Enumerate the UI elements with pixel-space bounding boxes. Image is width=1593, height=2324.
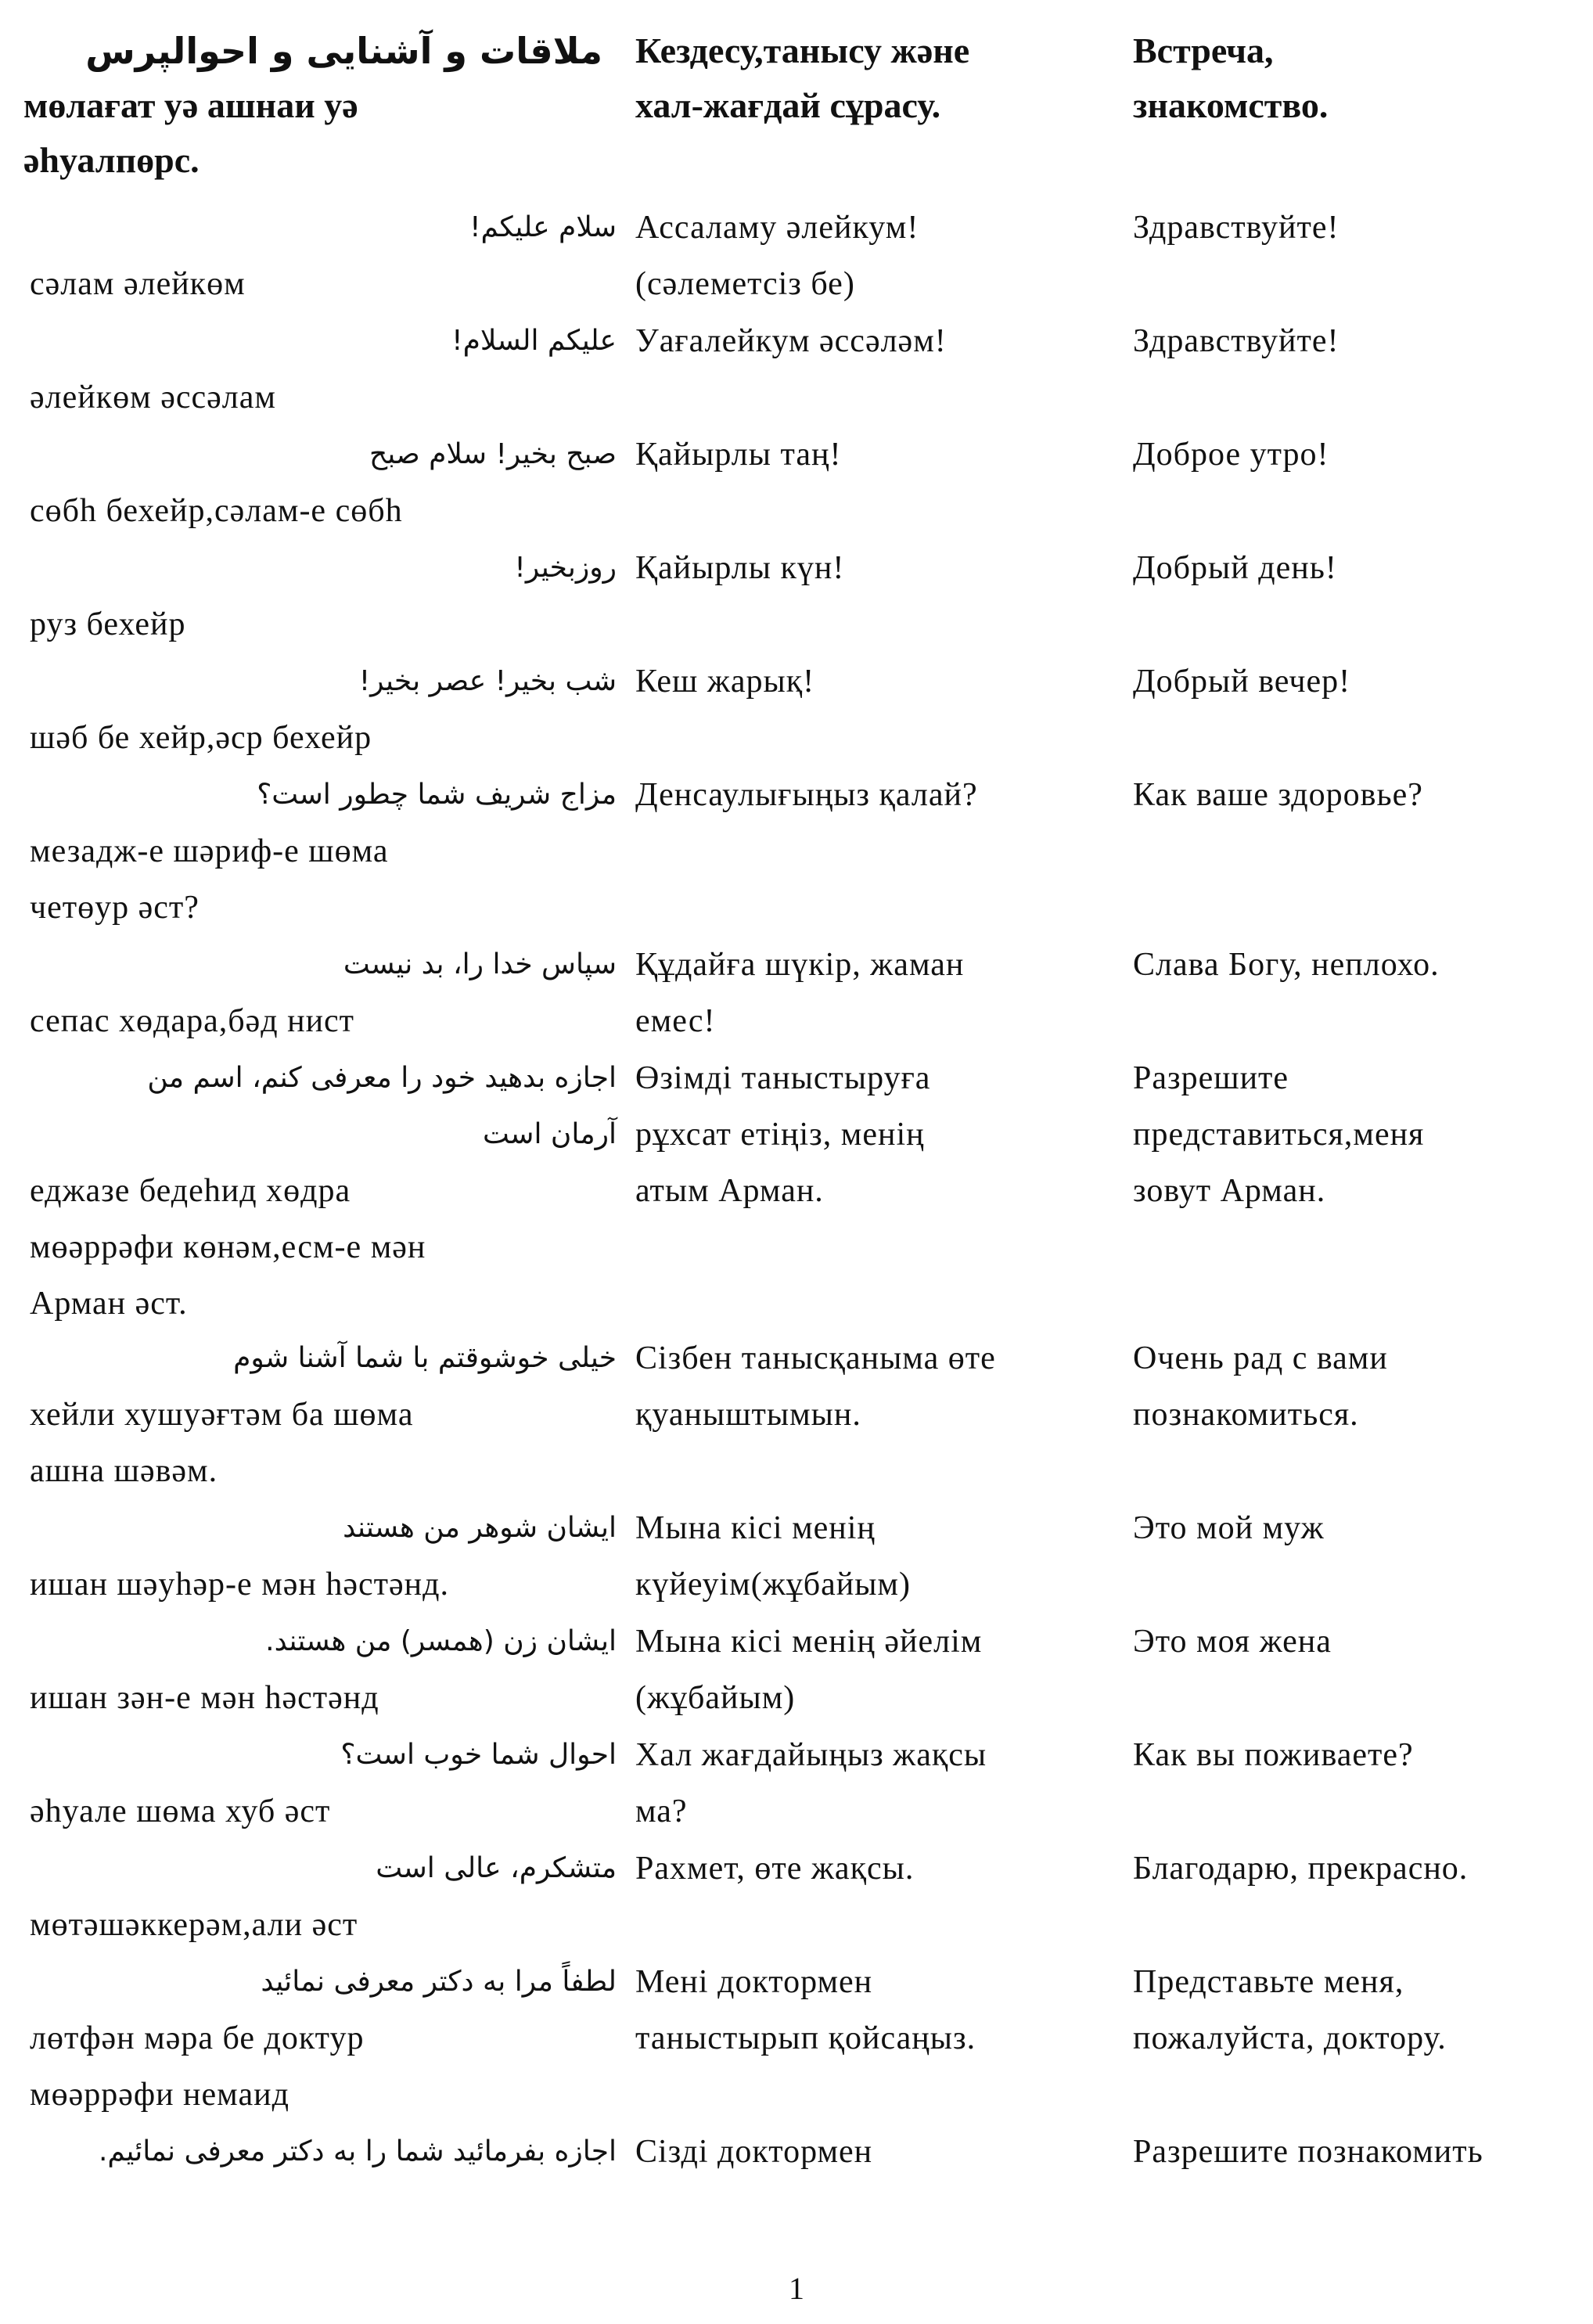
persian-arabic-line: صبح بخیر! سلام صبح: [369, 438, 617, 470]
persian-cell: [30, 2124, 617, 2180]
header-persian-translit-line: мөлағат уә ашнаи уә: [23, 85, 358, 125]
kazakh-line: Мына кісі менің: [635, 1510, 876, 1546]
persian-translit-line: еджазе бедеһид хөдра: [30, 1173, 351, 1209]
russian-cell: [1133, 653, 1579, 710]
russian-line: Добрый вечер!: [1133, 664, 1351, 700]
persian-translit-line: сөбһ бехейр,сәлам-е сөбһ: [30, 493, 403, 529]
russian-line: Как ваше здоровье?: [1133, 777, 1423, 813]
russian-line: познакомиться.: [1133, 1397, 1359, 1433]
header-persian-arabic: ملاقات و آشنایی و احوالپرس: [85, 30, 602, 72]
kazakh-line: Мені доктормен: [635, 1964, 873, 2000]
persian-arabic-line: سلام علیکم!: [469, 211, 617, 243]
kazakh-cell: [635, 1840, 1073, 1897]
kazakh-line: емес!: [635, 1003, 716, 1039]
kazakh-line: Ассаламу әлейкум!: [635, 210, 919, 246]
persian-cell: [30, 937, 617, 1049]
header-persian-translit: [23, 78, 602, 188]
kazakh-cell: [635, 1613, 1073, 1726]
russian-cell: [1133, 2124, 1579, 2180]
persian-arabic-line: لطفاً مرا به دکتر معرفی نمائید: [261, 1966, 617, 1998]
persian-arabic-line: اجازه بفرمائید شما را به دکتر معرفی نمائیم.: [98, 2135, 617, 2168]
russian-line: Слава Богу, неплохо.: [1133, 947, 1440, 983]
russian-cell: [1133, 1954, 1579, 2067]
persian-arabic-line: خیلی خوشوقتم با شما آشنا شوم: [233, 1342, 617, 1374]
kazakh-line: Мына кісі менің әйелім: [635, 1624, 983, 1660]
kazakh-line: (жұбайым): [635, 1680, 796, 1716]
header-kazakh-line: хал-жағдай сұрасу.: [635, 85, 941, 125]
russian-line: пожалуйста, доктору.: [1133, 2020, 1447, 2056]
russian-cell: [1133, 426, 1579, 483]
kazakh-line: Хал жағдайыңыз жақсы: [635, 1737, 987, 1773]
kazakh-cell: [635, 200, 1073, 312]
kazakh-cell: [635, 1500, 1073, 1613]
persian-cell: [30, 1840, 617, 1953]
russian-line: Как вы поживаете?: [1133, 1737, 1414, 1773]
russian-cell: [1133, 937, 1579, 993]
persian-arabic-line: ایشان زن (همسر) من هستند.: [265, 1625, 617, 1657]
kazakh-line: Қайырлы таң!: [635, 437, 842, 473]
header-russian-line: Встреча,: [1133, 31, 1274, 70]
russian-line: Здравствуйте!: [1133, 323, 1339, 359]
persian-arabic-line: متشکرم، عالی است: [376, 1852, 617, 1884]
persian-translit-line: мөәррәфи көнәм,есм-е мән: [30, 1229, 426, 1265]
kazakh-cell: [635, 540, 1073, 596]
persian-cell: [30, 1330, 617, 1499]
kazakh-line: Құдайға шүкір, жаман: [635, 947, 965, 983]
russian-cell: [1133, 1727, 1579, 1783]
persian-translit-line: четөур әст?: [30, 890, 200, 926]
kazakh-cell: [635, 1050, 1073, 1219]
kazakh-cell: [635, 767, 1073, 823]
page-number: 1: [789, 2271, 804, 2306]
header-persian: [23, 23, 602, 188]
kazakh-cell: [635, 1954, 1073, 2067]
persian-translit-line: ашна шәвәм.: [30, 1453, 218, 1489]
persian-cell: [30, 313, 617, 426]
kazakh-line: қуаныштымын.: [635, 1397, 861, 1433]
header-russian-line: знакомство.: [1133, 85, 1329, 125]
persian-cell: [30, 1954, 617, 2123]
kazakh-line: таныстырып қойсаңыз.: [635, 2020, 976, 2056]
kazakh-line: күйеуім(жұбайым): [635, 1567, 911, 1603]
kazakh-line: ма?: [635, 1793, 688, 1829]
kazakh-line: Қайырлы күн!: [635, 550, 845, 586]
kazakh-line: Кеш жарық!: [635, 664, 815, 700]
russian-line: представиться,меня: [1133, 1117, 1425, 1153]
kazakh-cell: [635, 2124, 1073, 2180]
persian-translit-line: мөәррәфи немаид: [30, 2077, 289, 2113]
persian-arabic-line: علیکم السلام!: [451, 325, 617, 357]
kazakh-line: Өзімді таныстыруға: [635, 1060, 931, 1096]
persian-arabic-line: ایشان شوهر من هستند: [343, 1512, 617, 1544]
russian-line: Добрый день!: [1133, 550, 1337, 586]
persian-cell: [30, 200, 617, 312]
persian-cell: [30, 1500, 617, 1613]
persian-arabic-line: سپاس خدا را، بد نیست: [343, 948, 617, 980]
russian-cell: [1133, 1613, 1579, 1670]
kazakh-cell: [635, 426, 1073, 483]
kazakh-line: Уағалейкум әссәләм!: [635, 323, 947, 359]
persian-translit-line: әһуале шөма хуб әст: [30, 1793, 331, 1829]
persian-translit-line: мөтәшәккерәм,али әст: [30, 1907, 358, 1943]
persian-arabic-line: احوال شما خوب است؟: [340, 1739, 617, 1771]
russian-line: Это моя жена: [1133, 1624, 1332, 1660]
kazakh-line: Рахмет, өте жақсы.: [635, 1851, 915, 1887]
kazakh-line: рұхсат етіңіз, менің: [635, 1117, 925, 1153]
russian-cell: [1133, 200, 1579, 256]
persian-translit-line: әлейкөм әссәлам: [30, 380, 276, 416]
persian-translit-line: Арман әст.: [30, 1286, 188, 1322]
persian-arabic-line: روزبخیر!: [514, 552, 617, 584]
russian-cell: [1133, 313, 1579, 369]
persian-cell: [30, 426, 617, 539]
persian-arabic-line: آرمان است: [482, 1118, 617, 1150]
persian-translit-line: сәлам әлейкөм: [30, 266, 246, 302]
russian-line: Это мой муж: [1133, 1510, 1325, 1546]
russian-line: Представьте меня,: [1133, 1964, 1404, 2000]
persian-translit-line: руз бехейр: [30, 606, 186, 642]
kazakh-cell: [635, 1727, 1073, 1840]
persian-translit-line: сепас хөдара,бәд нист: [30, 1003, 355, 1039]
kazakh-line: Сізді доктормен: [635, 2134, 873, 2170]
persian-cell: [30, 1050, 617, 1332]
persian-arabic-line: مزاج شریف شما چطور است؟: [257, 779, 617, 811]
russian-cell: [1133, 540, 1579, 596]
russian-line: Очень рад с вами: [1133, 1340, 1388, 1376]
persian-translit-line: хейли хушуәғтәм ба шөма: [30, 1397, 414, 1433]
header-persian-translit-line: әһуалпөрс.: [23, 140, 200, 180]
persian-arabic-line: شب بخیر! عصر بخیر!: [358, 665, 617, 697]
persian-translit-line: ишан шәуһәр-е мән һәстәнд.: [30, 1567, 450, 1603]
kazakh-line: атым Арман.: [635, 1173, 824, 1209]
persian-cell: [30, 1613, 617, 1726]
persian-cell: [30, 653, 617, 766]
persian-cell: [30, 767, 617, 936]
kazakh-cell: [635, 937, 1073, 1049]
kazakh-line: Сізбен танысқаныма өте: [635, 1340, 996, 1376]
russian-cell: [1133, 1330, 1579, 1443]
persian-arabic-line: اجازه بدهید خود را معرفی کنم، اسم من: [147, 1062, 617, 1094]
header-russian: [1133, 23, 1571, 133]
kazakh-cell: [635, 1330, 1073, 1443]
persian-cell: [30, 540, 617, 653]
kazakh-cell: [635, 313, 1073, 369]
persian-translit-line: ишан зән-е мән һәстәнд: [30, 1680, 379, 1716]
russian-line: Благодарю, прекрасно.: [1133, 1851, 1469, 1887]
russian-cell: [1133, 767, 1579, 823]
russian-cell: [1133, 1050, 1579, 1219]
header-kazakh: [635, 23, 1073, 133]
russian-line: зовут Арман.: [1133, 1173, 1326, 1209]
russian-line: Разрешите познакомить: [1133, 2134, 1483, 2170]
persian-cell: [30, 1727, 617, 1840]
kazakh-cell: [635, 653, 1073, 710]
russian-line: Доброе утро!: [1133, 437, 1329, 473]
russian-line: Разрешите: [1133, 1060, 1289, 1096]
russian-line: Здравствуйте!: [1133, 210, 1339, 246]
persian-translit-line: мезадж-е шәриф-е шөма: [30, 833, 389, 869]
header-kazakh-line: Кездесу,танысу және: [635, 31, 970, 70]
kazakh-line: Денсаулығыңыз қалай?: [635, 777, 978, 813]
persian-translit-line: лөтфән мәра бе доктур: [30, 2020, 365, 2056]
kazakh-line: (сәлеметсіз бе): [635, 266, 855, 302]
russian-cell: [1133, 1840, 1579, 1897]
persian-translit-line: шәб бе хейр,әср бехейр: [30, 720, 372, 756]
russian-cell: [1133, 1500, 1579, 1556]
